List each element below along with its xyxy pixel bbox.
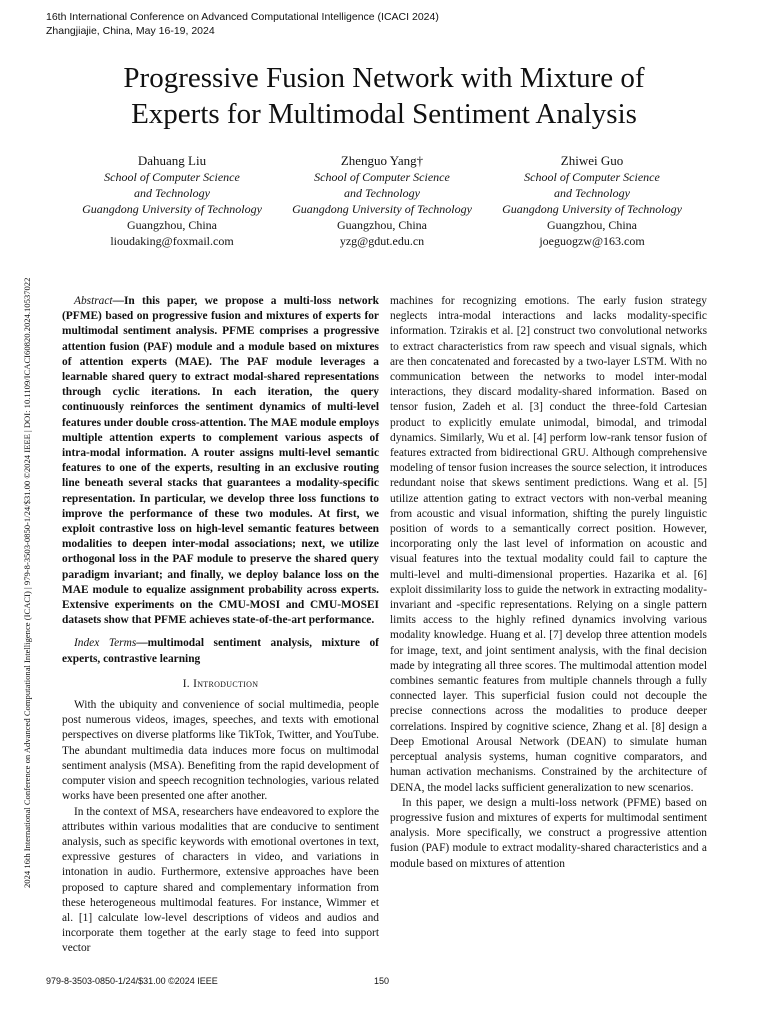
conference-header (46, 10, 439, 38)
intro-paragraph: In the context of MSA, researchers have endeavored to explore the attributes within various modalities that are conducive to sentiment analysis, such as specific keywords with emotional overtones in text, expressive gestures of characters in video, and variations in intonation in audio. Furthermore, extensive approaches have been proposed to capture shared and complementary information from these heterogeneous multimodal features. For instance, Wimmer et al. [1] calculate low-level descriptions of videos and audios and incorporate them together at the early stage to feed into support vector (62, 805, 379, 955)
author-block-2 (272, 152, 492, 249)
title-line-1: Progressive Fusion Network with Mixture of (123, 62, 645, 94)
footer-isbn: 979-8-3503-0850-1/24/$31.00 ©2024 IEEE (46, 976, 218, 986)
author-email: lioudaking@foxmail.com (110, 234, 234, 248)
author-university: Guangdong University of Technology (502, 202, 682, 216)
intro-paragraph: machines for recognizing emotions. The early fusion strategy neglects intra-modal interactions and lacks modality-specific information. Tzirakis et al. [2] construct two convolutional networks to extract characteristics from raw speech and visual signals, which are then concatenated and forecasted by a two-layer LSTM. With no communication between the networks to model inter-modal interactions, they discard modality-shared information. Based on tensor fusion, Zadeh et al. [3] conduct the three-fold Cartesian product to explicitly emulate unimodal, bimodal, and trimodal dynamics. Similarly, Wu et al. [4] perform low-rank tensor fusion of features extracted from bidirectional GRU. Although comprehensive modeling of tensor fusion increases the source selection, it introduces redundant noise that skews sentiment predictions. Wang et al. [5] utilize attention gating to extract vectors with non-verbal meaning from acoustic and visual information, shifting the purely linguistic position of words to a semantically correct position. However, incorporating only the last level of information on acoustic and visual features into the textual modality could fail to capture the multi-level and multi-dimensional properties. Hazarika et al. [6] exploit dissimilarity loss to guide the network in extracting modality-invariant and -specific representations. Relying on a single pattern limits access to the highly refined dynamics involving various modality knowledge. Huang et al. [7] develop three attention models for image, text, and joint sentiment analysis, with the final decision made by integrating all three scores. The multimodal attention model combines semantic features from multiple channels through a fully connected layer. This superficial fusion could not decouple the precise connections across the modalities to produce deeper correlations. Inspired by cognitive science, Zhang et al. [8] design a Deep Emotional Arousal Network (DEAN) to simulate human perceptual analysis systems, human cognitive comparators, and human activation mechanisms. Constrained by the architecture of DENA, the model lacks sufficient generalization to new scenarios. (390, 295, 707, 794)
section-heading-introduction: I. Introduction (182, 677, 259, 690)
author-block-1 (62, 152, 282, 249)
author-dept: School of Computer Science (314, 170, 450, 184)
right-column (390, 294, 707, 872)
author-dept: School of Computer Science (104, 170, 240, 184)
author-city: Guangzhou, China (337, 218, 427, 232)
index-terms-text: —multimodal sentiment analysis, mixture of experts, contrastive learning (62, 637, 379, 665)
abstract-label: Abstract (74, 295, 113, 307)
author-block-3 (482, 152, 702, 249)
title-line-2: Experts for Multimodal Sentiment Analysis (131, 98, 637, 130)
intro-paragraph: With the ubiquity and convenience of social multimedia, people post numerous videos, images, speeches, and texts with emotional perspectives on diverse platforms like TikTok, Twitter, and YouTube. The abundant multimedia data induces more focus on multimodal sentiment analysis (MSA). Benefiting from the rapid development of computer vision and speech recognition technologies, various related works have been presented one after another. (62, 699, 379, 803)
author-dept: and Technology (134, 186, 210, 200)
intro-paragraph: In this paper, we design a multi-loss network (PFME) based on progressive fusion and mixtures of experts for multimodal sentiment analysis. More specifically, we construct a progressive attention fusion (PAF) module to extract modality-shared characteristics and a module based on mixtures of attention (390, 796, 707, 870)
author-email: yzg@gdut.edu.cn (339, 234, 425, 248)
abstract (62, 294, 379, 628)
page-number: 150 (374, 976, 390, 986)
index-terms-label: Index Terms (74, 637, 137, 650)
left-column (62, 294, 379, 957)
author-city: Guangzhou, China (547, 218, 637, 232)
conference-line: 16th International Conference on Advanced Computational Intelligence (ICACI 2024) (46, 11, 439, 23)
author-university: Guangdong University of Technology (292, 202, 472, 216)
author-dept: and Technology (554, 186, 630, 200)
index-terms (62, 636, 379, 666)
author-city: Guangzhou, China (127, 218, 217, 232)
author-dept: and Technology (344, 186, 420, 200)
author-name: Zhiwei Guo (560, 153, 624, 168)
doi-side-strip: 2024 16th International Conference on Advanced Computational Intelligence (ICACI) | 979-8-3503-0850-1/24/$31.00 ©2024 IEEE | DOI: 10.1109/ICACI60820.2024.10537022 (22, 277, 32, 888)
author-name: Zhenguo Yang† (340, 153, 424, 168)
author-email: joeguogzw@163.com (539, 234, 645, 248)
author-university: Guangdong University of Technology (82, 202, 262, 216)
paper-title (48, 60, 720, 132)
author-name: Dahuang Liu (137, 153, 207, 168)
conference-location: Zhangjiajie, China, May 16-19, 2024 (46, 25, 215, 37)
author-dept: School of Computer Science (524, 170, 660, 184)
abstract-text: —In this paper, we propose a multi-loss network (PFME) based on progressive fusion and mixtures of experts for multimodal sentiment analysis. PFME comprises a progressive attention fusion (PAF) module and a module based on mixtures of attention experts (MAE). The PAF module leverages a learnable shared query to extract modal-shared representations through cyclic iterations. In each iteration, the query continuously reinforces the sentiment dynamics of multi-level features under double cross-attention. The MAE module employs multiple attention experts to complement various aspects of intra-modal information. A router assigns multi-level semantic features to one of the experts, resulting in an exclusive routing line beneath several stacks that guarantees a modality-specific representation. In particular, we develop three loss functions to improve the performance of these two modules. At first, we exploit contrastive loss on high-level semantic features between modalities to deepen inter-modal associations; next, we utilize orthogonal loss in the PAF module to preserve the shared query paradigm invariant; and finally, we deploy balance loss on the MAE module to equalize assignment probability across experts. Extensive experiments on the CMU-MOSI and CMU-MOSEI datasets show that PFME achieves state-of-the-art performance. (62, 295, 379, 627)
